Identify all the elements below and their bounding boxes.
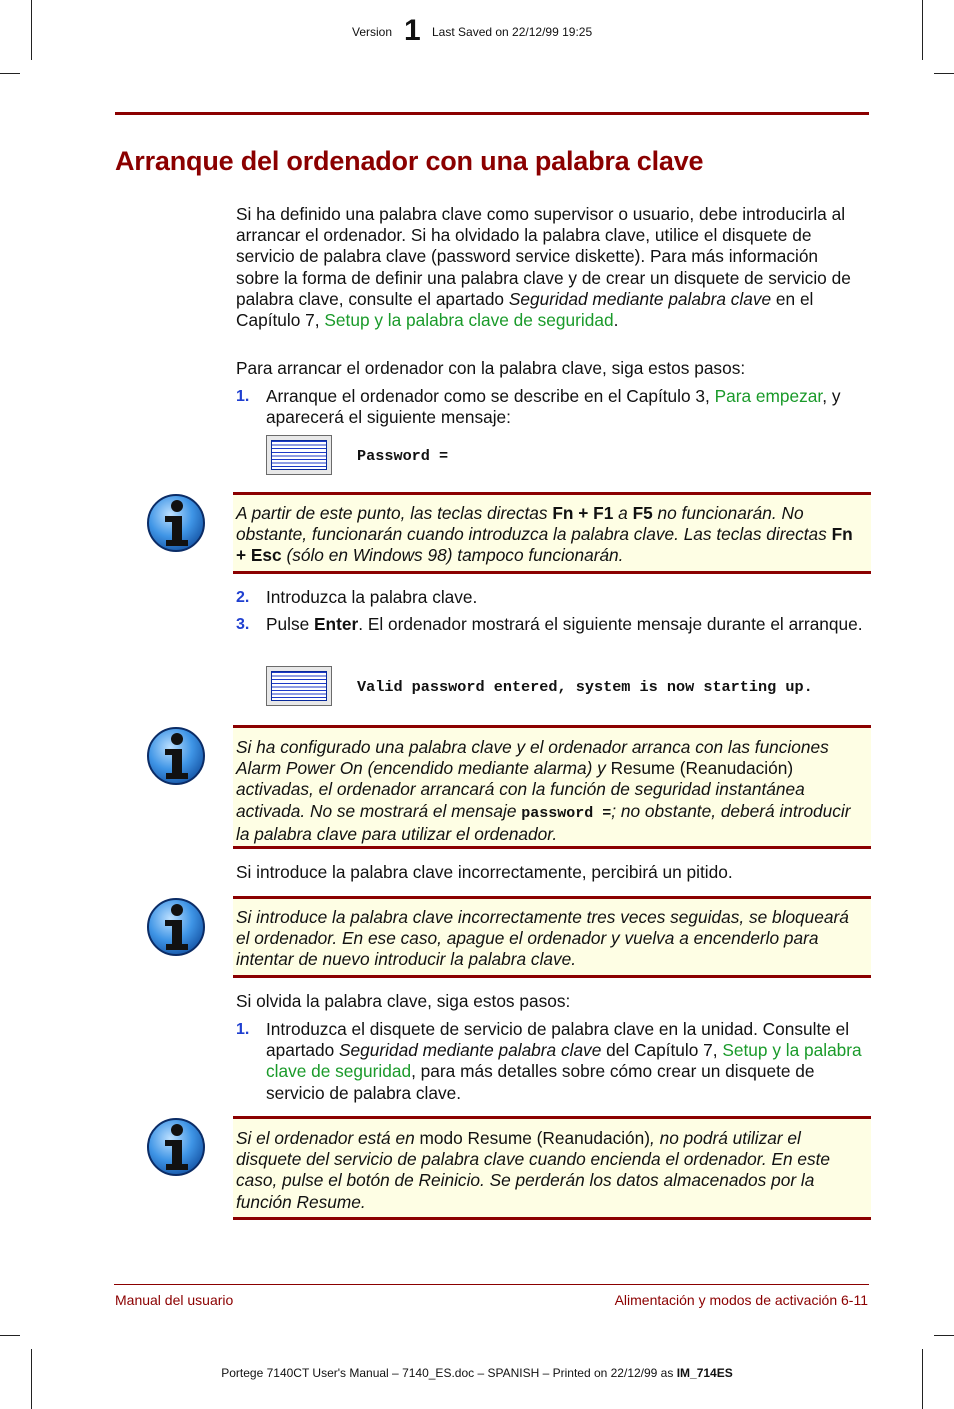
version-number: 1	[404, 14, 421, 47]
step-number: 3.	[236, 616, 250, 633]
link-para-empezar[interactable]: Para empezar	[714, 386, 823, 406]
forgot-intro: Si olvida la palabra clave, siga estos pasos:	[236, 991, 571, 1011]
intro-emphasis: Seguridad mediante palabra clave	[508, 288, 772, 309]
screen-icon	[266, 666, 332, 706]
crop-mark	[0, 1335, 20, 1336]
crop-mark	[922, 0, 923, 60]
note-text: Si ha configurado una palabra clave y el ordenador arranca con las funciones Alarm Power On (encendido mediante alarma) y Resume (Reanudación) activadas, el ordenador arrancará con la función de seguridad instantánea activada. No se mostrará el mensaje password =; no obstante, deberá introducir la palabra clave para utilizar el ordenador.	[236, 737, 851, 844]
wrong-password-text: Si introduce la palabra clave incorrectamente, percibirá un pitido.	[236, 862, 733, 882]
info-icon	[145, 725, 207, 787]
step-2-text: Introduzca la palabra clave.	[266, 587, 478, 607]
footer-right: Alimentación y modos de activación 6-11	[614, 1292, 868, 1308]
top-rule	[115, 112, 869, 115]
footer-left: Manual del usuario	[115, 1292, 234, 1308]
enter-key: Enter	[314, 614, 359, 634]
step-3-text: Pulse Enter. El ordenador mostrará el siguiente mensaje durante el arranque.	[266, 614, 863, 634]
note-box	[233, 725, 871, 849]
step-number: 1.	[236, 388, 250, 405]
crop-mark	[934, 73, 954, 74]
screen-icon	[266, 435, 332, 475]
note-text: Si el ordenador está en modo Resume (Reanudación), no podrá utilizar el disquete del servicio de palabra clave cuando encienda el ordenador. En este caso, pulse el botón de Reinicio. Se perderán los datos almacenados por la función Resume.	[236, 1128, 831, 1212]
info-icon	[145, 1116, 207, 1178]
crop-mark	[934, 1335, 954, 1336]
footer-rule	[114, 1284, 869, 1285]
intro-paragraph: Si ha definido una palabra clave como supervisor o usuario, debe introducirla al arrancar el ordenador. Si ha olvidado la palabra clave, utilice el disquete de servicio de palabra clave (password service diskette). Para más información sobre la forma de definir una palabra clave y de crear un disquete de servicio de palabra clave, consulte el apartado Seguridad mediante palabra clave en el Capítulo 7, Setup y la palabra clave de seguridad.	[236, 204, 851, 331]
step-1-text: Arranque el ordenador como se describe en el Capítulo 3, Para empezar, y aparecerá el siguiente mensaje:	[266, 386, 841, 428]
steps-intro: Para arrancar el ordenador con la palabra clave, siga estos pasos:	[236, 358, 746, 378]
note-box	[233, 492, 871, 574]
version-label: Version	[352, 25, 393, 39]
print-info: Portege 7140CT User's Manual – 7140_ES.doc – SPANISH – Printed on 22/12/99 as IM_714ES	[221, 1366, 733, 1380]
crop-mark	[0, 73, 20, 74]
note-text: Si introduce la palabra clave incorrectamente tres veces seguidas, se bloqueará el ordenador. En ese caso, apague el ordenador y vuelva a encenderlo para intentar de nuevo introducir la palabra clave.	[236, 907, 849, 970]
last-saved: Last Saved on 22/12/99 19:25	[432, 25, 593, 39]
forgot-step-1-text: Introduzca el disquete de servicio de palabra clave en la unidad. Consulte el apartado Seguridad mediante palabra clave del Capítulo 7, Setup y la palabra clave de seguridad, para más detalles sobre cómo crear un disquete de servicio de palabra clave.	[266, 1019, 862, 1103]
note-text: A partir de este punto, las teclas directas Fn + F1 a F5 no funcionarán. No obstante, funcionarán cuando introduzca la palabra clave. Las teclas directas Fn + Esc (sólo en Windows 98) tampoco funcionarán.	[236, 503, 853, 566]
info-icon	[145, 492, 207, 554]
note-box	[233, 1116, 871, 1220]
link-setup-security[interactable]: Setup y la palabra clave de seguridad	[266, 1040, 862, 1082]
info-icon	[145, 896, 207, 958]
step-number: 2.	[236, 589, 250, 606]
page-title: Arranque del ordenador con una palabra clave	[115, 146, 704, 176]
crop-mark	[31, 0, 32, 60]
link-setup-security[interactable]: Setup y la palabra clave de seguridad	[324, 310, 614, 331]
message-valid-password: Valid password entered, system is now starting up.	[357, 678, 813, 696]
note-box	[233, 896, 871, 978]
step-number: 1.	[236, 1021, 250, 1038]
message-password: Password =	[357, 447, 449, 465]
